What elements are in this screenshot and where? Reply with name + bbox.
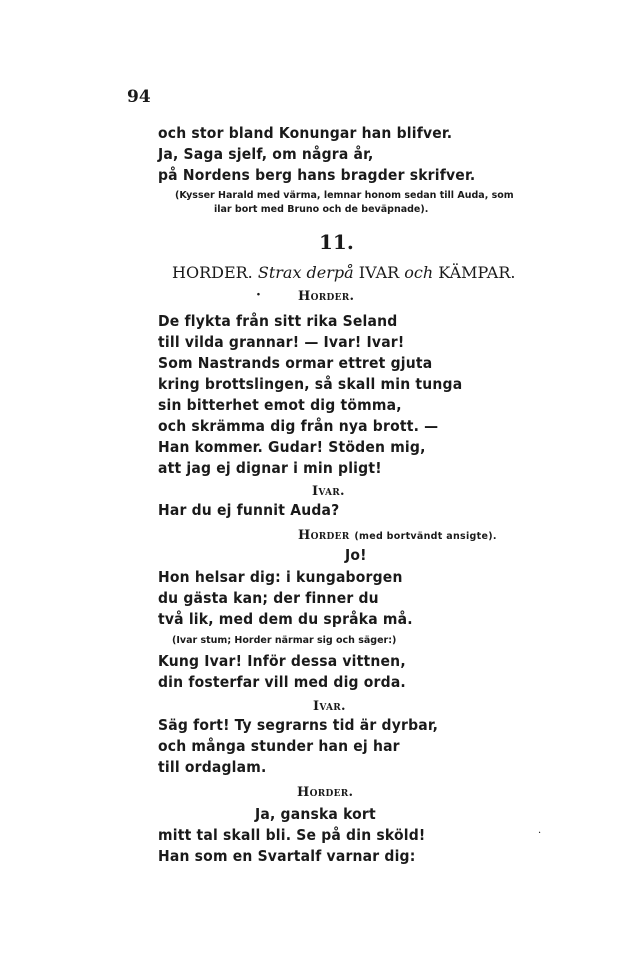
- print-speck: ·: [538, 828, 542, 839]
- verse-line: sin bitterhet emot dig tömma,: [158, 396, 402, 414]
- speaker-horder: Horder: [298, 528, 350, 543]
- speck: ·: [256, 287, 261, 303]
- verse-line: din fosterfar vill med dig orda.: [158, 673, 406, 691]
- verse-line: Hon helsar dig: i kungaborgen: [158, 568, 403, 586]
- scene-header-ivar: IVAR: [358, 263, 400, 282]
- verse-line: De flykta från sitt rika Seland: [158, 312, 398, 330]
- verse-line: till vilda grannar! — Ivar! Ivar!: [158, 333, 405, 351]
- verse-line: Han kommer. Gudar! Stöden mig,: [158, 438, 426, 456]
- scene-header-och: och: [404, 263, 434, 282]
- verse-line: Har du ej funnit Auda?: [158, 501, 340, 519]
- verse-line: till ordaglam.: [158, 758, 267, 776]
- scene-header: [172, 263, 516, 282]
- stage-direction: (Kysser Harald med värma, lemnar honom sedan till Auda, som: [175, 190, 514, 201]
- verse-line: Han som en Svartalf varnar dig:: [158, 847, 416, 865]
- speaker-direction: (med bortvändt ansigte).: [354, 531, 497, 542]
- verse-line: två lik, med dem du språka må.: [158, 610, 413, 628]
- scene-header-strax: Strax derpå: [257, 263, 354, 282]
- verse-line: Jo!: [345, 546, 367, 564]
- stage-direction: ilar bort med Bruno och de beväpnade).: [214, 204, 429, 215]
- scene-header-kampar: KÄMPAR.: [438, 263, 516, 282]
- verse-line: Som Nastrands ormar ettret gjuta: [158, 354, 433, 372]
- verse-line: Kung Ivar! Inför dessa vittnen,: [158, 652, 406, 670]
- stage-direction: (Ivar stum; Horder närmar sig och säger:): [172, 635, 397, 646]
- verse-line: mitt tal skall bli. Se på din sköld!: [158, 826, 426, 844]
- page-number: 94: [127, 87, 151, 107]
- verse-line: på Nordens berg hans bragder skrifver.: [158, 166, 476, 184]
- speaker-name: Horder.: [298, 289, 355, 304]
- verse-line: och stor bland Konungar han blifver.: [158, 124, 453, 142]
- verse-line: Säg fort! Ty segrarns tid är dyrbar,: [158, 716, 439, 734]
- speaker-name: Horder.: [297, 785, 354, 800]
- speaker-name: [298, 528, 497, 543]
- verse-line: och många stunder han ej har: [158, 737, 400, 755]
- speaker-name: Ivar.: [312, 484, 345, 499]
- speaker-name: Ivar.: [313, 699, 346, 714]
- scene-number: 11.: [319, 230, 354, 254]
- verse-line: att jag ej dignar i min pligt!: [158, 459, 382, 477]
- verse-line: Ja, Saga sjelf, om några år,: [158, 145, 374, 163]
- verse-line: kring brottslingen, så skall min tunga: [158, 375, 463, 393]
- verse-line: du gästa kan; der finner du: [158, 589, 379, 607]
- scene-header-horder: HORDER.: [172, 263, 253, 282]
- verse-line: Ja, ganska kort: [255, 805, 376, 823]
- verse-line: och skrämma dig från nya brott. —: [158, 417, 439, 435]
